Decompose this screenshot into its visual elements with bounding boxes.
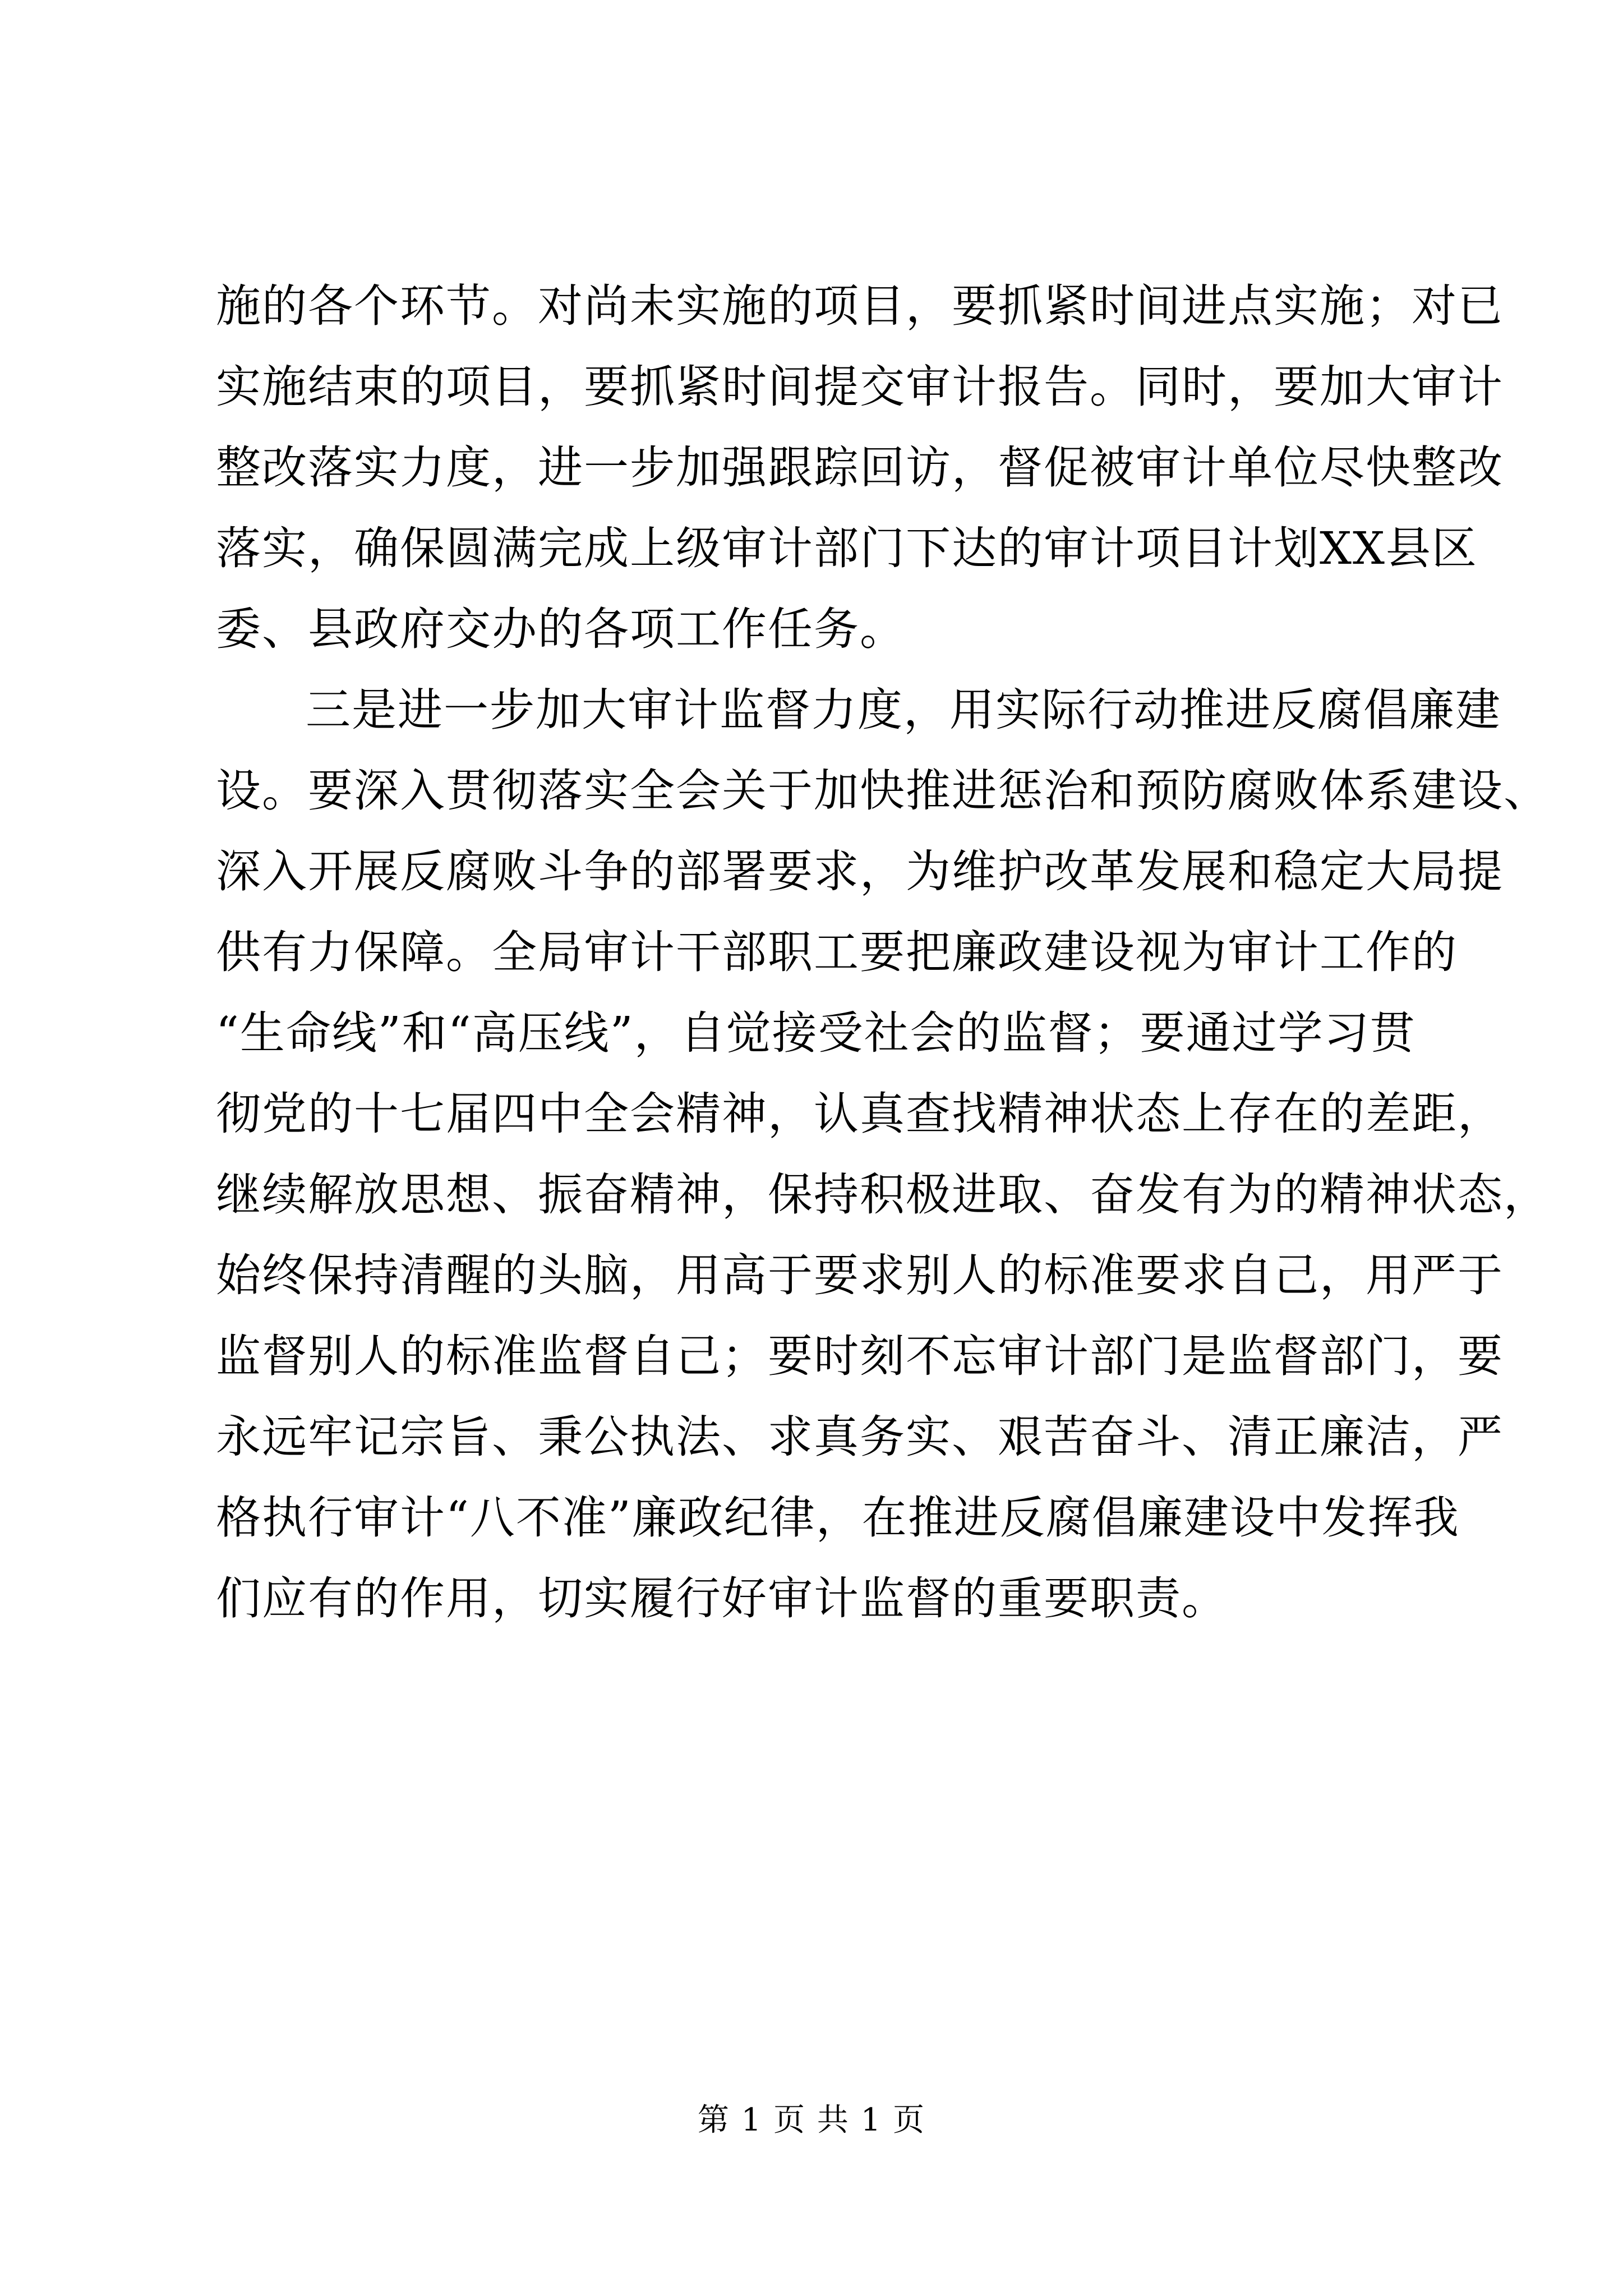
paragraph-2-line-7: 继续解放思想、振奋精神，保持积极进取、奋发有为的精神状态， [216, 1168, 1550, 1221]
paragraph-1-line-3: 整改落实力度，进一步加强跟踪回访，督促被审计单位尽快整改 [216, 441, 1504, 494]
paragraph-2-line-4: 供有力保障。全局审计干部职工要把廉政建设视为审计工作的 [216, 926, 1458, 978]
paragraph-2-line-3: 深入开展反腐败斗争的部署要求，为维护改革发展和稳定大局提 [216, 845, 1504, 898]
paragraph-2-line-2: 设。要深入贯彻落实全会关于加快推进惩治和预防腐败体系建设、 [216, 765, 1550, 817]
paragraph-2-line-12: 们应有的作用，切实履行好审计监督的重要职责。 [216, 1572, 1228, 1625]
paragraph-1-line-2: 实施结束的项目，要抓紧时间提交审计报告。同时，要加大审计 [216, 361, 1504, 413]
paragraph-2-line-9: 监督别人的标准监督自己；要时刻不忘审计部门是监督部门，要 [216, 1330, 1504, 1382]
paragraph-1-line-1: 施的各个环节。对尚未实施的项目，要抓紧时间进点实施；对已 [216, 280, 1504, 332]
paragraph-1-line-5: 委、县政府交办的各项工作任务。 [216, 603, 906, 655]
paragraph-1-line-4: 落实，确保圆满完成上级审计部门下达的审计项目计划XX县区 [216, 522, 1478, 574]
paragraph-2-line-1: 三是进一步加大审计监督力度，用实际行动推进反腐倡廉建 [306, 684, 1501, 736]
paragraph-2-line-10: 永远牢记宗旨、秉公执法、求真务实、艰苦奋斗、清正廉洁，严 [216, 1411, 1504, 1463]
paragraph-2-line-11: 格执行审计“八不准”廉政纪律，在推进反腐倡廉建设中发挥我 [216, 1492, 1460, 1544]
paragraph-2-line-8: 始终保持清醒的头脑，用高于要求别人的标准要求自己，用严于 [216, 1249, 1504, 1301]
page-number-footer: 第 1 页 共 1 页 [697, 2102, 926, 2138]
paragraph-2-line-5: “生命线”和“高压线”，自觉接受社会的监督；要通过学习贯 [216, 1007, 1416, 1059]
paragraph-2-line-6: 彻党的十七届四中全会精神，认真查找精神状态上存在的差距， [216, 1088, 1504, 1140]
